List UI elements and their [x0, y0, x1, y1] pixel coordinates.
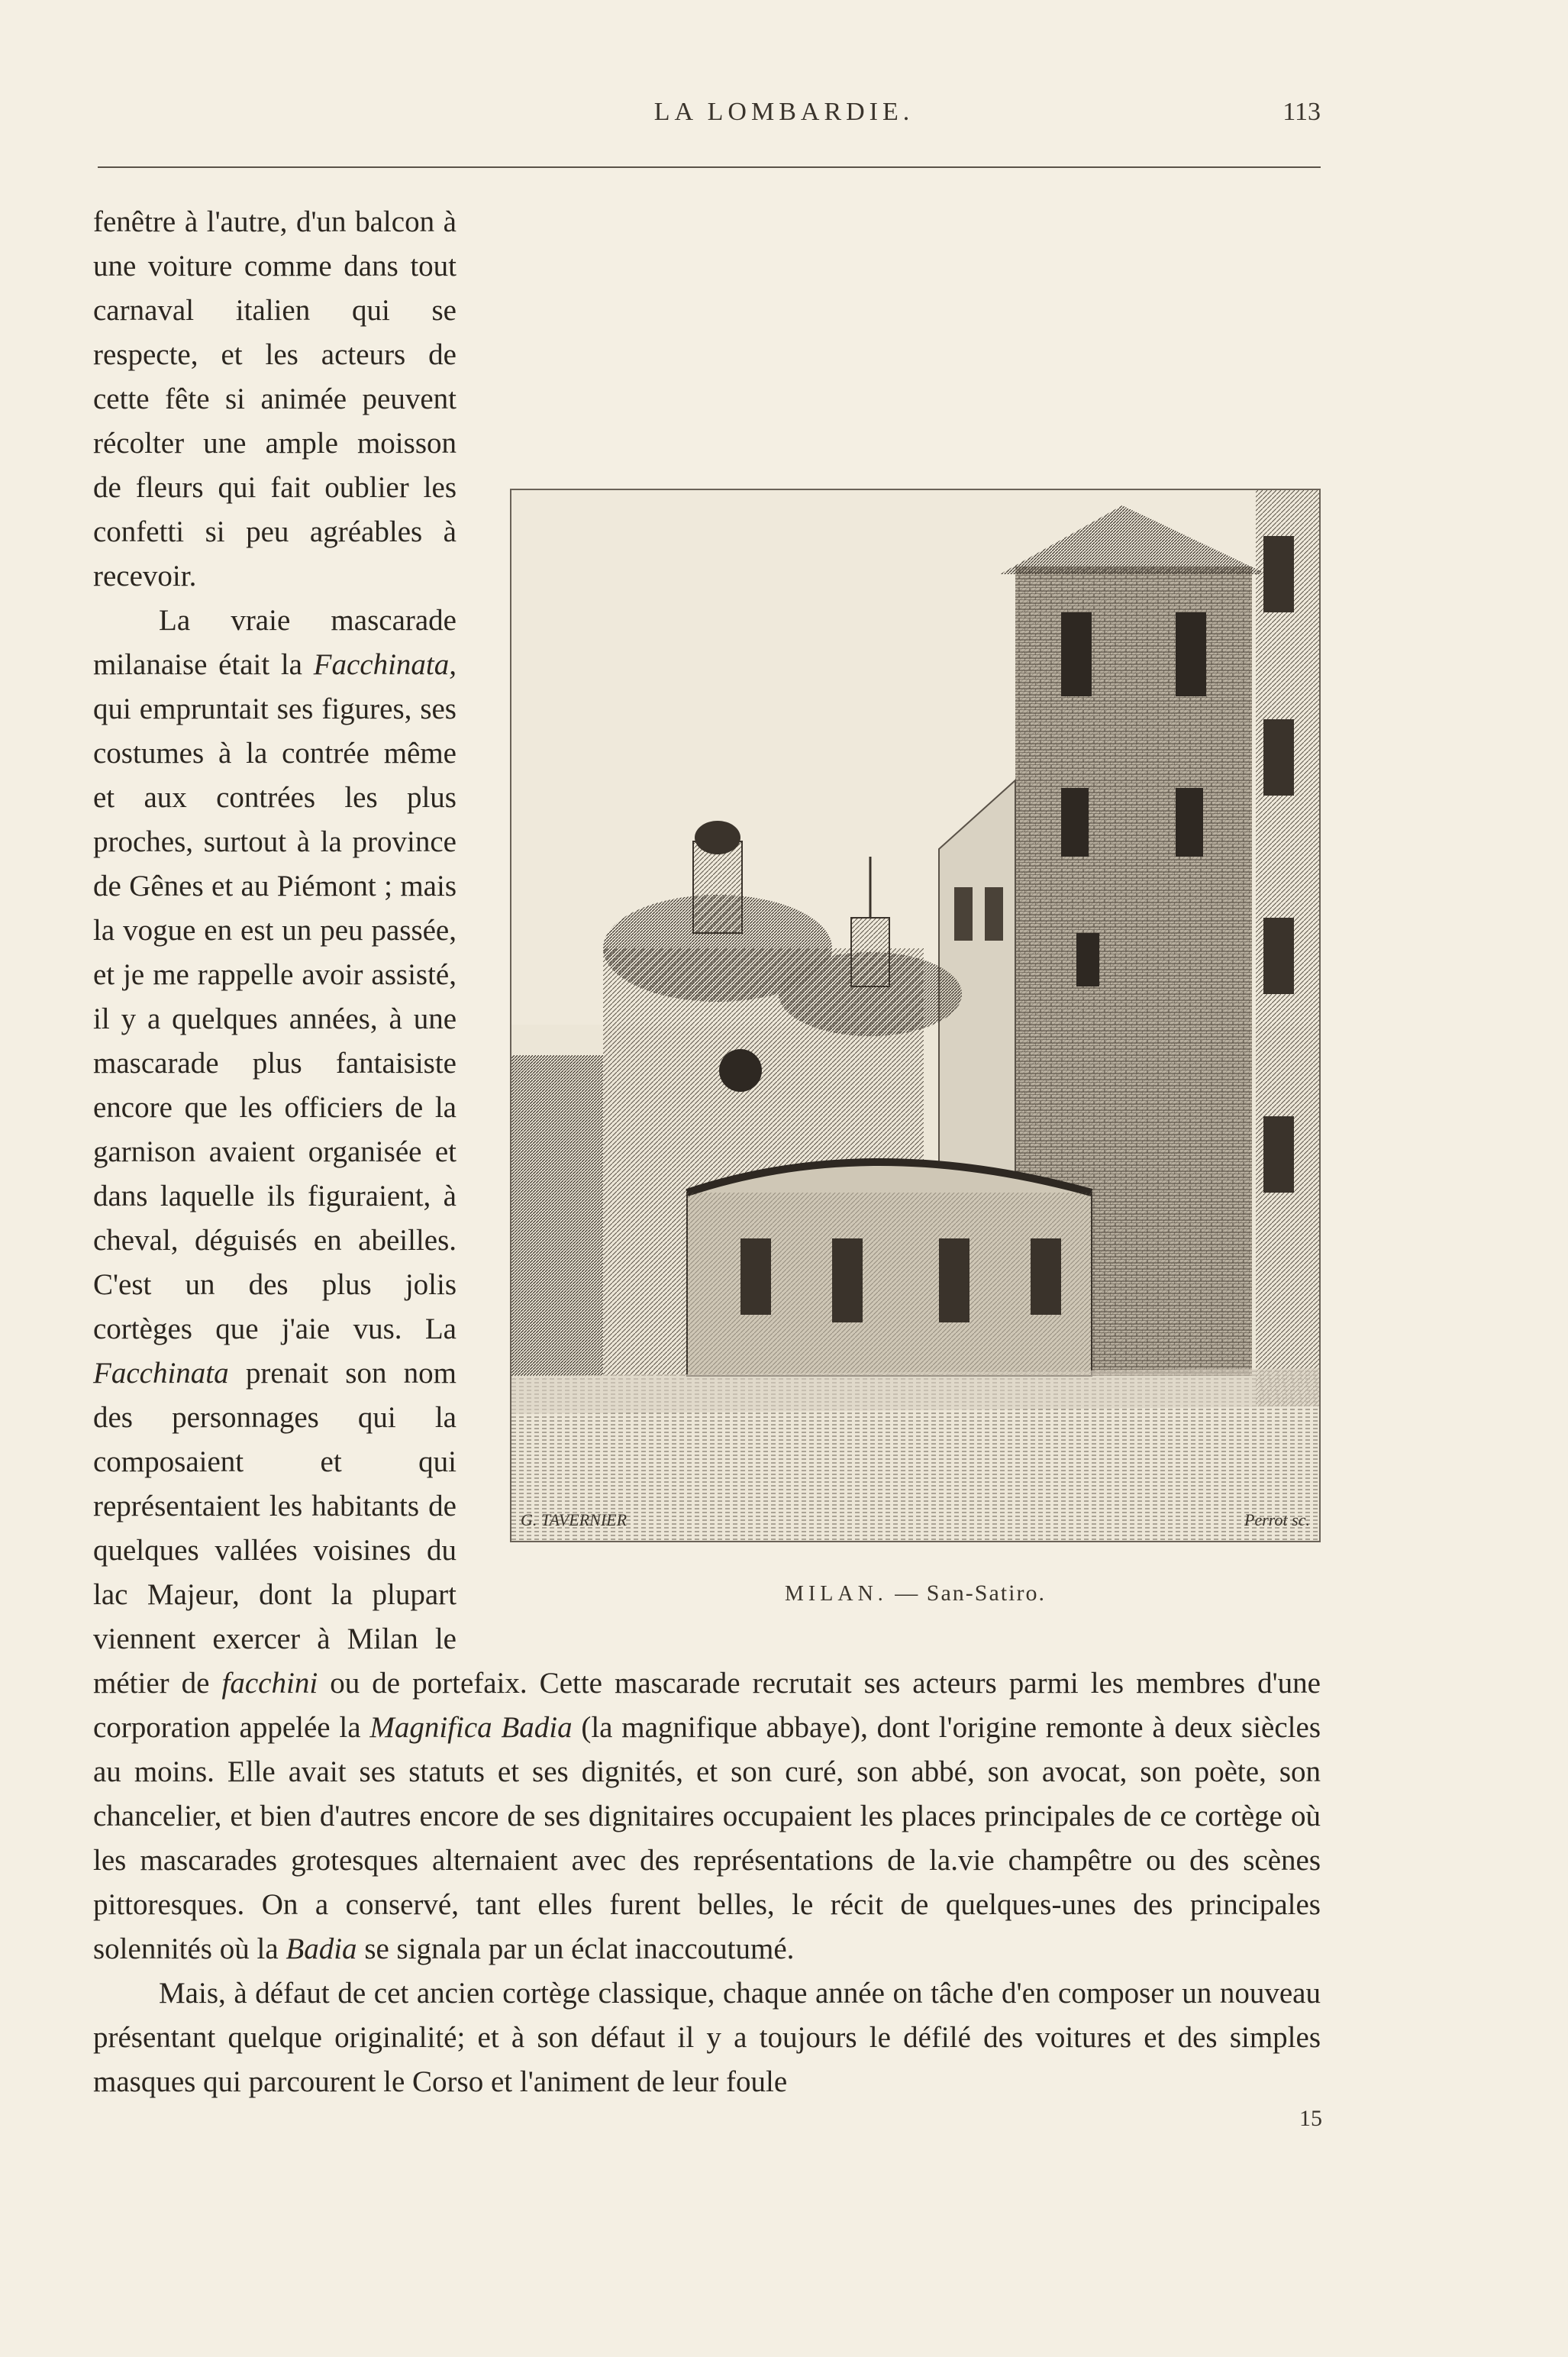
engraver-signature-right: Perrot sc.: [1244, 1510, 1310, 1529]
paragraph-3-text: Mais, à défaut de cet ancien cortège classique, chaque année on tâche d'en composer un nouveau présentant quelque originalité; et à son défaut il y a toujours le défilé des voitures et des simples masques qui parcourent le Corso et l'animent de leur foule: [93, 1977, 1321, 2098]
paragraph-1-text: fenêtre à l'autre, d'un balcon à une voiture comme dans tout carnaval italien qui se respecte, et les acteurs de cette fête si animée peuvent récolter une ample moisson de fleurs qui fait oublier les confetti si peu agréables à recevoir.: [93, 205, 457, 592]
paragraph-3: [93, 1971, 1321, 2104]
term-badia: Badia: [286, 1932, 357, 1965]
paragraph-2-text-f: se signala par un éclat inaccoutumé.: [364, 1932, 795, 1965]
caption-place: MILAN.: [785, 1582, 888, 1606]
engraving-san-satiro: [510, 489, 1321, 1542]
header-rule: [98, 166, 1321, 168]
term-facchinata: Facchinata,: [313, 648, 457, 681]
running-head: [0, 98, 1568, 144]
page-number: 113: [1282, 98, 1321, 126]
caption-subject: San-Satiro.: [926, 1580, 1046, 1606]
paragraph-2-text-b: qui empruntait ses figures, ses costumes à la contrée même et aux contrées les plus proches, surtout à la province de Gênes et au Piémont ; mais la vogue en est un peu passée, et je me rappelle avoir assisté, il y a quelques années, à une mascarade plus fantaisiste encore que les officiers de la garnison avaient organisée et dans laquelle ils figuraient, à cheval, déguisés en abeilles. C'est un des plus jolis cortèges que j'aie vus. La: [93, 693, 457, 1345]
figure: [510, 489, 1321, 1649]
term-facchinata-2: Facchinata: [93, 1357, 229, 1390]
engraver-signature-left: G. TAVERNIER: [521, 1510, 628, 1529]
paragraph-2-text-e: (la magnifique abbaye), dont l'origine remonte à deux siècles au moins. Elle avait ses statuts et ses dignités, et son curé, son abbé, son avocat, son poète, son chancelier, et bien d'autres encore de ses dignitaires occupaient les places principales de ce cortège où les mascarades grotesques alternaient avec des représentations de la.vie champêtre ou des scènes pittoresques. On a conservé, tant elles furent belles, le récit de quelques-unes des principales solennités où la: [93, 1711, 1321, 1965]
term-facchini: facchini: [221, 1667, 318, 1700]
signature-mark: 15: [1299, 2106, 1322, 2131]
paragraph-2-text-d: ou de portefaix. Cette mascarade recrutait ses acteurs parmi les membres d'une corporation appelée la: [93, 1667, 1321, 1744]
church-illustration: [511, 490, 1319, 1541]
paragraph-2-text-a: La vraie mascarade milanaise était la: [93, 604, 457, 681]
running-title: LA LOMBARDIE.: [653, 98, 915, 126]
caption-dash: —: [895, 1580, 920, 1606]
term-magnifica-badia: Magnifica Badia: [369, 1711, 573, 1744]
paragraph-2-text-c: prenait son nom des personnages qui la composaient et qui représentaient les habitants de quelques vallées voisines du lac Majeur, dont la plupart viennent exercer à Milan le métier de: [93, 1357, 457, 1700]
figure-caption: [510, 1580, 1321, 1606]
